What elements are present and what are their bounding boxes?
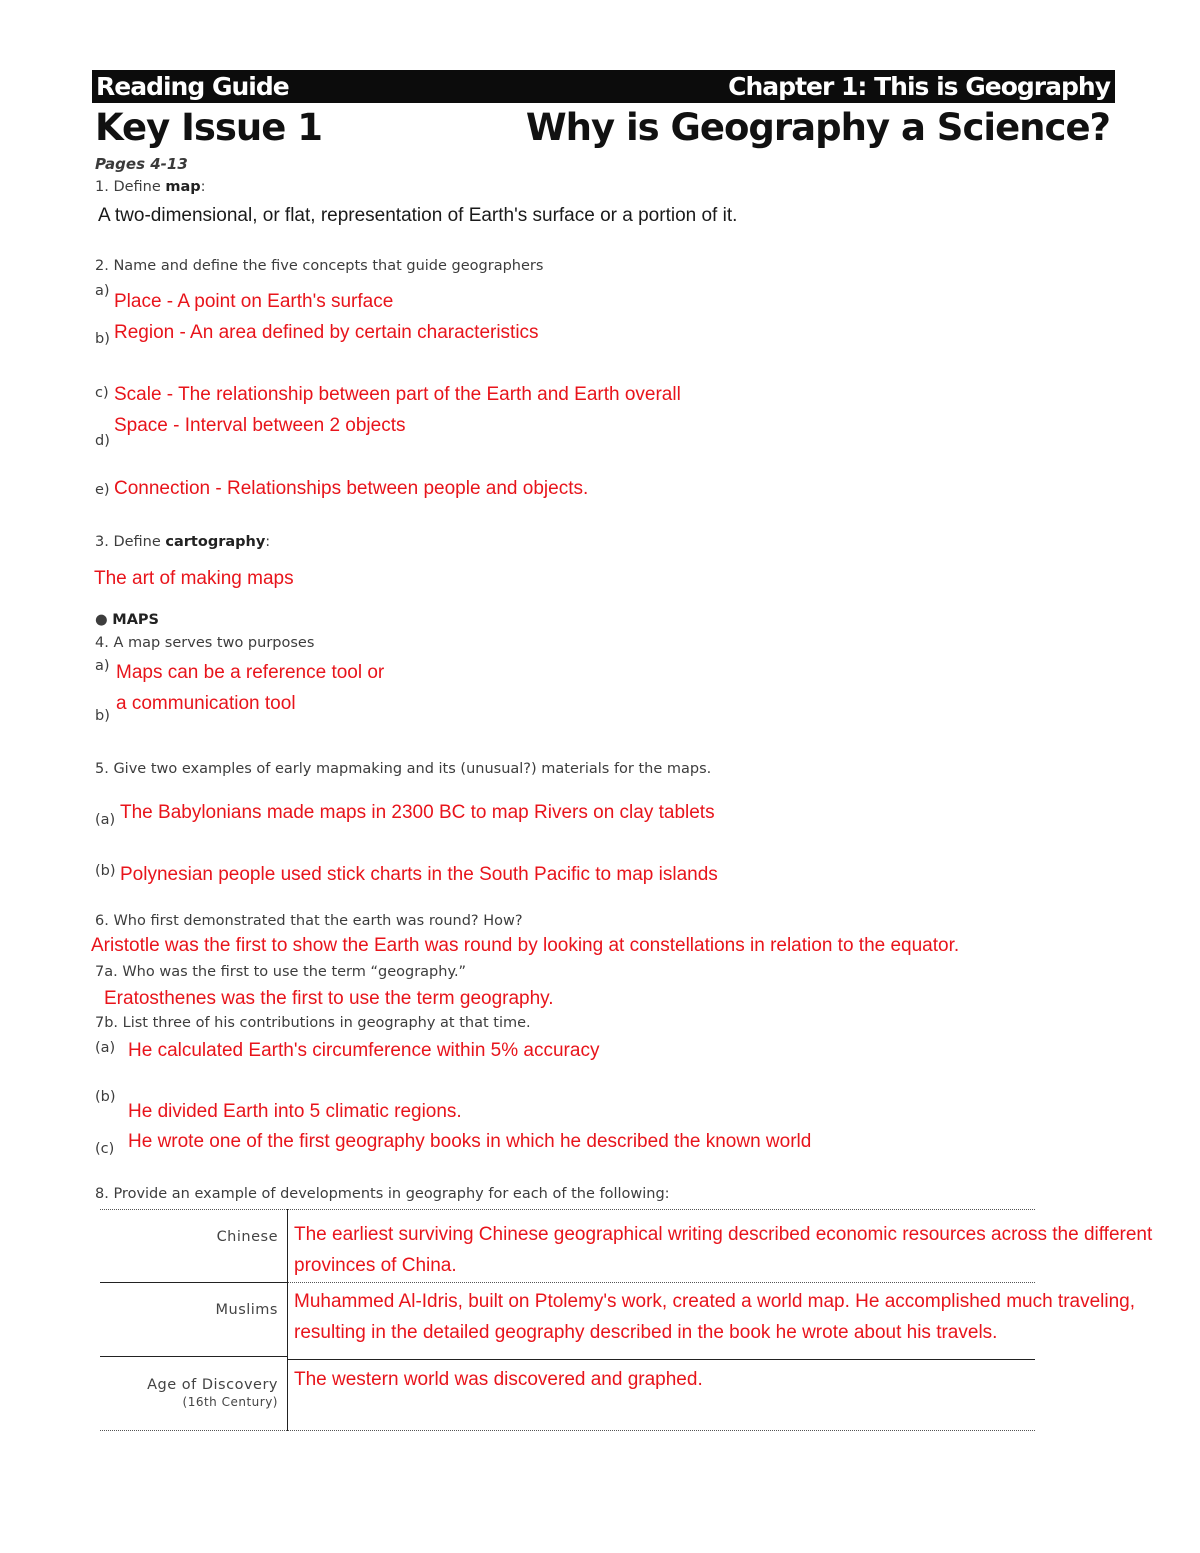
q5-prompt: 5. Give two examples of early mapmaking and its (unusual?) materials for the maps. <box>95 761 712 777</box>
q4-answer-a: Maps can be a reference tool or <box>116 662 385 683</box>
q5-answer-a: The Babylonians made maps in 2300 BC to map Rivers on clay tablets <box>120 802 715 823</box>
q7b-label-a: (a) <box>95 1040 116 1056</box>
bullet-icon: ● <box>95 612 108 628</box>
q2-label-b: b) <box>95 331 110 347</box>
pages-range: Pages 4-13 <box>95 155 188 173</box>
q6-prompt: 6. Who first demonstrated that the earth was round? How? <box>95 913 523 929</box>
table-column-divider <box>287 1209 288 1431</box>
q6-answer: Aristotle was the first to show the Earth was round by looking at constellations in relation to the equator. <box>91 935 960 956</box>
table-bottom-rule <box>100 1430 1035 1431</box>
row-label-age-of-discovery: Age of Discovery <box>147 1377 278 1393</box>
q4-label-a: a) <box>95 658 110 674</box>
q5-answer-b: Polynesian people used stick charts in the South Pacific to map islands <box>120 864 718 885</box>
row-answer-muslims: Muhammed Al-Idris, built on Ptolemy's work, created a world map. He accomplished much traveling, resulting in the detailed geography described in the book he wrote about his travels. <box>294 1291 1136 1343</box>
q2-prompt: 2. Name and define the five concepts that guide geographers <box>95 258 544 274</box>
q2-label-a: a) <box>95 283 110 299</box>
q2-label-e: e) <box>95 482 110 498</box>
row-answer-age-of-discovery: The western world was discovered and graphed. <box>294 1369 703 1390</box>
q7a-answer: Eratosthenes was the first to use the term geography. <box>104 988 554 1009</box>
table-row-divider <box>100 1356 288 1357</box>
q5-label-b: (b) <box>95 863 116 879</box>
q2-answer-b: Region - An area defined by certain characteristics <box>114 322 539 343</box>
q7b-answer-c: He wrote one of the first geography books in which he described the known world <box>128 1131 812 1152</box>
table-row-divider <box>288 1359 1035 1360</box>
reading-guide-label: Reading Guide <box>96 72 289 101</box>
q2-answer-d: Space - Interval between 2 objects <box>114 415 406 436</box>
q2-label-d: d) <box>95 433 110 449</box>
q5-label-a: (a) <box>95 812 116 828</box>
q8-prompt: 8. Provide an example of developments in geography for each of the following: <box>95 1186 670 1202</box>
q7b-answer-a: He calculated Earth's circumference within 5% accuracy <box>128 1040 600 1061</box>
row-label-chinese: Chinese <box>216 1229 278 1245</box>
row-sublabel-century: (16th Century) <box>182 1395 278 1409</box>
table-row-divider <box>288 1282 1035 1283</box>
table-row-divider <box>100 1282 288 1283</box>
chapter-label: Chapter 1: This is Geography <box>728 72 1110 101</box>
q2-answer-e: Connection - Relationships between people and objects. <box>114 478 589 499</box>
q7b-answer-b: He divided Earth into 5 climatic regions. <box>128 1101 462 1122</box>
question-title: Why is Geography a Science? <box>525 106 1110 149</box>
table-top-rule <box>100 1209 1035 1210</box>
q7a-prompt: 7a. Who was the first to use the term “geography.” <box>95 964 467 980</box>
q2-answer-c: Scale - The relationship between part of the Earth and Earth overall <box>114 384 681 405</box>
q7b-label-c: (c) <box>95 1141 115 1157</box>
q1-answer: A two-dimensional, or flat, representation of Earth's surface or a portion of it. <box>98 205 738 226</box>
q7b-prompt: 7b. List three of his contributions in geography at that time. <box>95 1015 531 1031</box>
row-answer-chinese: The earliest surviving Chinese geographical writing described economic resources across the different provinces of China. <box>294 1224 1153 1276</box>
row-label-muslims: Muslims <box>215 1302 278 1318</box>
maps-section-heading: ● MAPS <box>95 612 159 628</box>
q2-answer-a: Place - A point on Earth's surface <box>114 291 394 312</box>
q3-answer: The art of making maps <box>94 568 294 589</box>
q7b-label-b: (b) <box>95 1089 116 1105</box>
q4-answer-b: a communication tool <box>116 693 296 714</box>
q4-prompt: 4. A map serves two purposes <box>95 635 315 651</box>
q1-prompt: 1. Define map: <box>95 179 206 195</box>
q2-label-c: c) <box>95 385 109 401</box>
q4-label-b: b) <box>95 708 110 724</box>
q3-prompt: 3. Define cartography: <box>95 534 271 550</box>
key-issue-title: Key Issue 1 <box>95 106 322 149</box>
